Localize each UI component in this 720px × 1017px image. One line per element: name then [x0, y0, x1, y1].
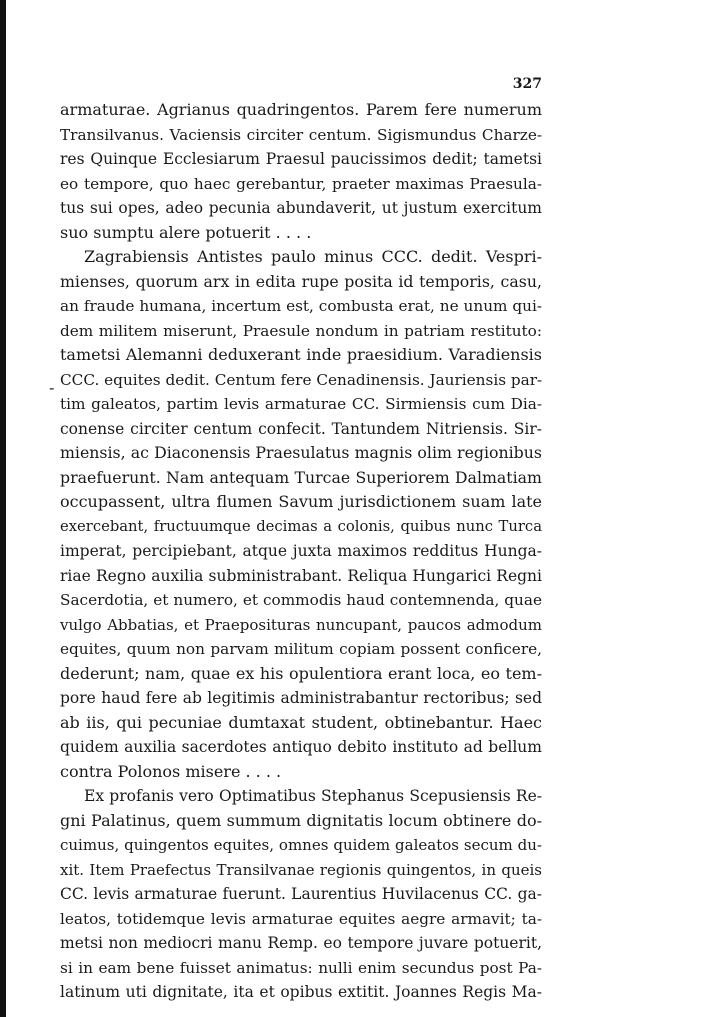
text-line: ab iis, qui pecuniae dumtaxat student, obtinebantur. Haec: [60, 712, 542, 732]
text-line: exercebant, fructuumque decimas a colonis, quibus nunc Turca: [60, 517, 542, 535]
text-line: armaturae. Agrianus quadringentos. Parem fere numerum: [60, 100, 542, 119]
text-line: vulgo Abbatias, et Praeposituras nuncupant, paucos admodum: [60, 615, 542, 634]
text-line: occupassent, ultra flumen Savum jurisdictionem suam late: [60, 492, 542, 511]
text-line: cuimus, quingentos equites, omnes quidem galeatos secum du-: [60, 836, 542, 854]
text-line: dederunt; nam, quae ex his opulentiora erant loca, eo tem-: [60, 663, 542, 683]
text-line: leatos, totidemque levis armaturae equites aegre armavit; ta-: [60, 909, 542, 928]
text-line: res Quinque Ecclesiarum Praesul paucissimos dedit; tametsi: [60, 150, 542, 168]
text-line: gni Palatinus, quem summum dignitatis locum obtinere do-: [60, 810, 542, 830]
text-line: imperat, percipiebant, atque juxta maximos redditus Hunga-: [60, 542, 542, 560]
text-line: si in eam bene fuisset animatus: nulli enim secundus post Pa-: [60, 958, 542, 977]
page-number: 327: [512, 76, 542, 92]
text-line: eo tempore, quo haec gerebantur, praeter maximas Praesula-: [60, 174, 542, 193]
text-line: tametsi Alemanni deduxerant inde praesidium. Varadiensis: [60, 345, 542, 364]
text-line: tim galeatos, partim levis armaturae CC. Sirmiensis cum Dia-: [60, 395, 542, 413]
text-line: suo sumptu alere potuerit . . . .: [60, 222, 312, 242]
margin-mark: -: [49, 378, 55, 397]
text-line: riae Regno auxilia subministrabant. Reliqua Hungarici Regni: [60, 566, 542, 585]
text-line: Sacerdotia, et numero, et commodis haud contemnenda, quae: [60, 591, 542, 609]
text-line: Zagrabiensis Antistes paulo minus CCC. dedit. Vespri-: [84, 247, 542, 266]
text-line: Transilvanus. Vaciensis circiter centum. Sigismundus Charze-: [60, 125, 542, 144]
text-line: xit. Item Praefectus Transilvanae regionis quingentos, in queis: [60, 860, 542, 879]
text-line: pore haud fere ab legitimis administrabantur rectoribus; sed: [60, 689, 542, 707]
text-line: CC. levis armaturae fuerunt. Laurentius Huvilacenus CC. ga-: [60, 885, 542, 903]
text-line: Ex profanis vero Optimatibus Stephanus Scepusiensis Re-: [84, 787, 542, 805]
text-line: contra Polonos misere . . . .: [60, 761, 282, 781]
text-line: miensis, ac Diaconensis Praesulatus magnis olim regionibus: [60, 443, 542, 462]
text-line: tus sui opes, adeo pecunia abundaverit, ut justum exercitum: [60, 199, 542, 217]
text-line: CCC. equites dedit. Centum fere Cenadinensis. Jauriensis par-: [60, 370, 543, 389]
text-line: latinum uti dignitate, ita et opibus extitit. Joannes Regis Ma-: [60, 983, 542, 1001]
left-binding-edge: [0, 0, 6, 1017]
text-line: equites, quum non parvam militum copiam possent conficere,: [60, 640, 542, 658]
text-line: mienses, quorum arx in edita rupe posita id temporis, casu,: [60, 271, 542, 291]
text-line: praefuerunt. Nam antequam Turcae Superiorem Dalmatiam: [60, 467, 542, 487]
text-line: metsi non mediocri manu Remp. eo tempore juvare potuerit,: [60, 934, 542, 952]
text-line: conense circiter centum confecit. Tantundem Nitriensis. Sir-: [60, 419, 542, 438]
text-line: quidem auxilia sacerdotes antiquo debito instituto ad bellum: [60, 738, 542, 756]
body-text: [60, 98, 542, 1005]
text-line: an fraude humana, incertum est, combusta erat, ne unum qui-: [60, 297, 542, 315]
text-line: dem militem miserunt, Praesule nondum in patriam restituto:: [60, 321, 542, 340]
